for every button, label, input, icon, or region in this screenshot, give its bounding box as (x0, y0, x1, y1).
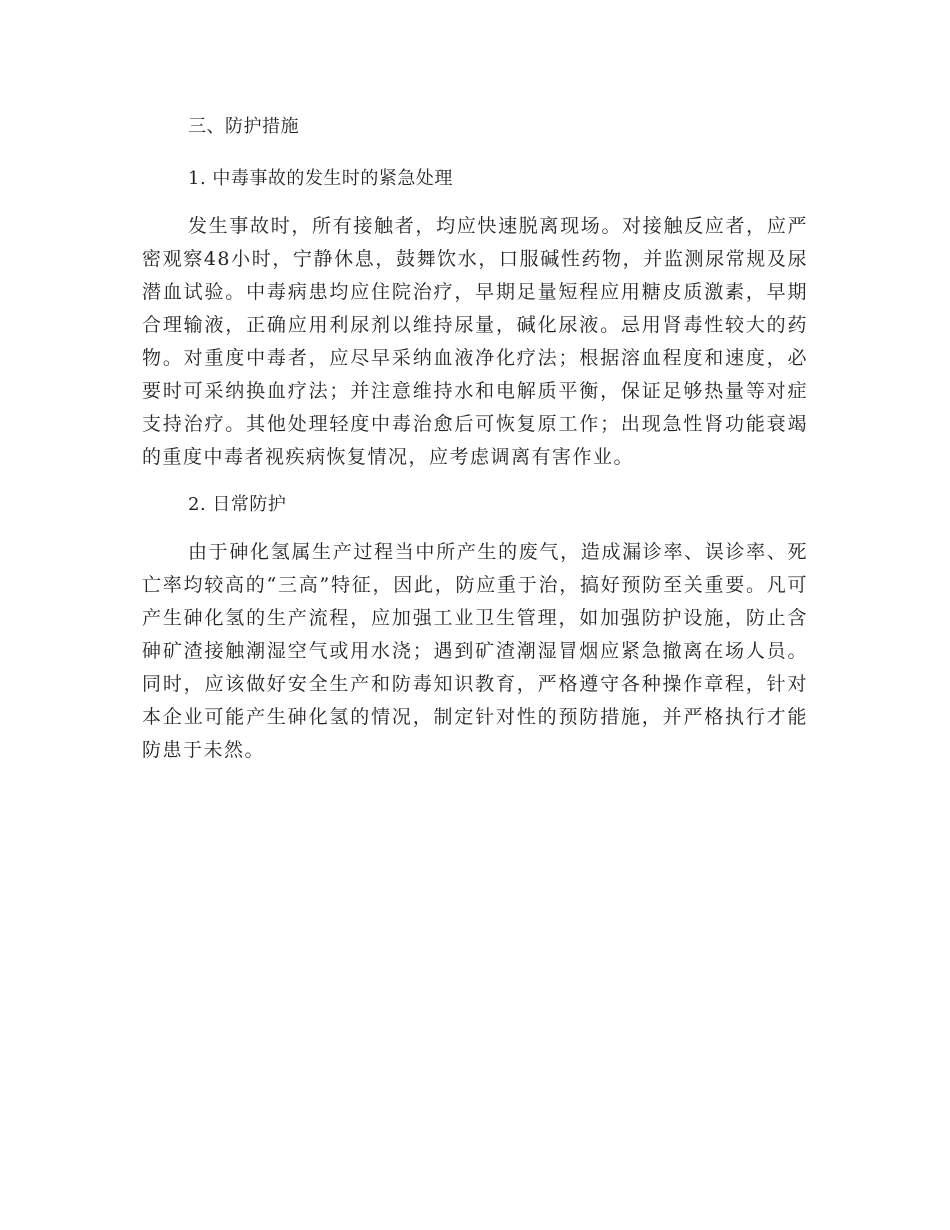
subsection-title-emergency: 1. 中毒事故的发生时的紧急处理 (188, 168, 453, 189)
section-title: 三、防护措施 (188, 116, 299, 137)
paragraph-emergency-treatment: 发生事故时，所有接触者，均应快速脱离现场。对接触反应者，应严密观察48小时，宁静休息，鼓舞饮水，口服碱性药物，并监测尿常规及尿潜血试验。中毒病患均应住院治疗，早期足量短程应用糖皮质激素，早期合理输液，正确应用利尿剂以维持尿量，碱化尿液。忌用肾毒性较大的药物。对重度中毒者，应尽早采纳血液净化疗法；根据溶血程度和速度，必要时可采纳换血疗法；并注意维持水和电解质平衡，保证足够热量等对症支持治疗。其他处理轻度中毒治愈后可恢复原工作；出现急性肾功能衰竭的重度中毒者视疾病恢复情况，应考虑调离有害作业。 (142, 215, 808, 468)
subsection-title-daily-protection: 2. 日常防护 (188, 494, 287, 515)
paragraph-daily-protection: 由于砷化氢属生产过程当中所产生的废气，造成漏诊率、误诊率、死亡率均较高的“三高”特征，因此，防应重于治，搞好预防至关重要。凡可产生砷化氢的生产流程，应加强工业卫生管理，如加强防护设施，防止含砷矿渣接触潮湿空气或用水浇；遇到矿渣潮湿冒烟应紧急撤离在场人员。同时，应该做好安全生产和防毒知识教育，严格遵守各种操作章程，针对本企业可能产生砷化氢的情况，制定针对性的预防措施，并严格执行才能防患于未然。 (142, 541, 808, 761)
document-body (142, 112, 808, 767)
